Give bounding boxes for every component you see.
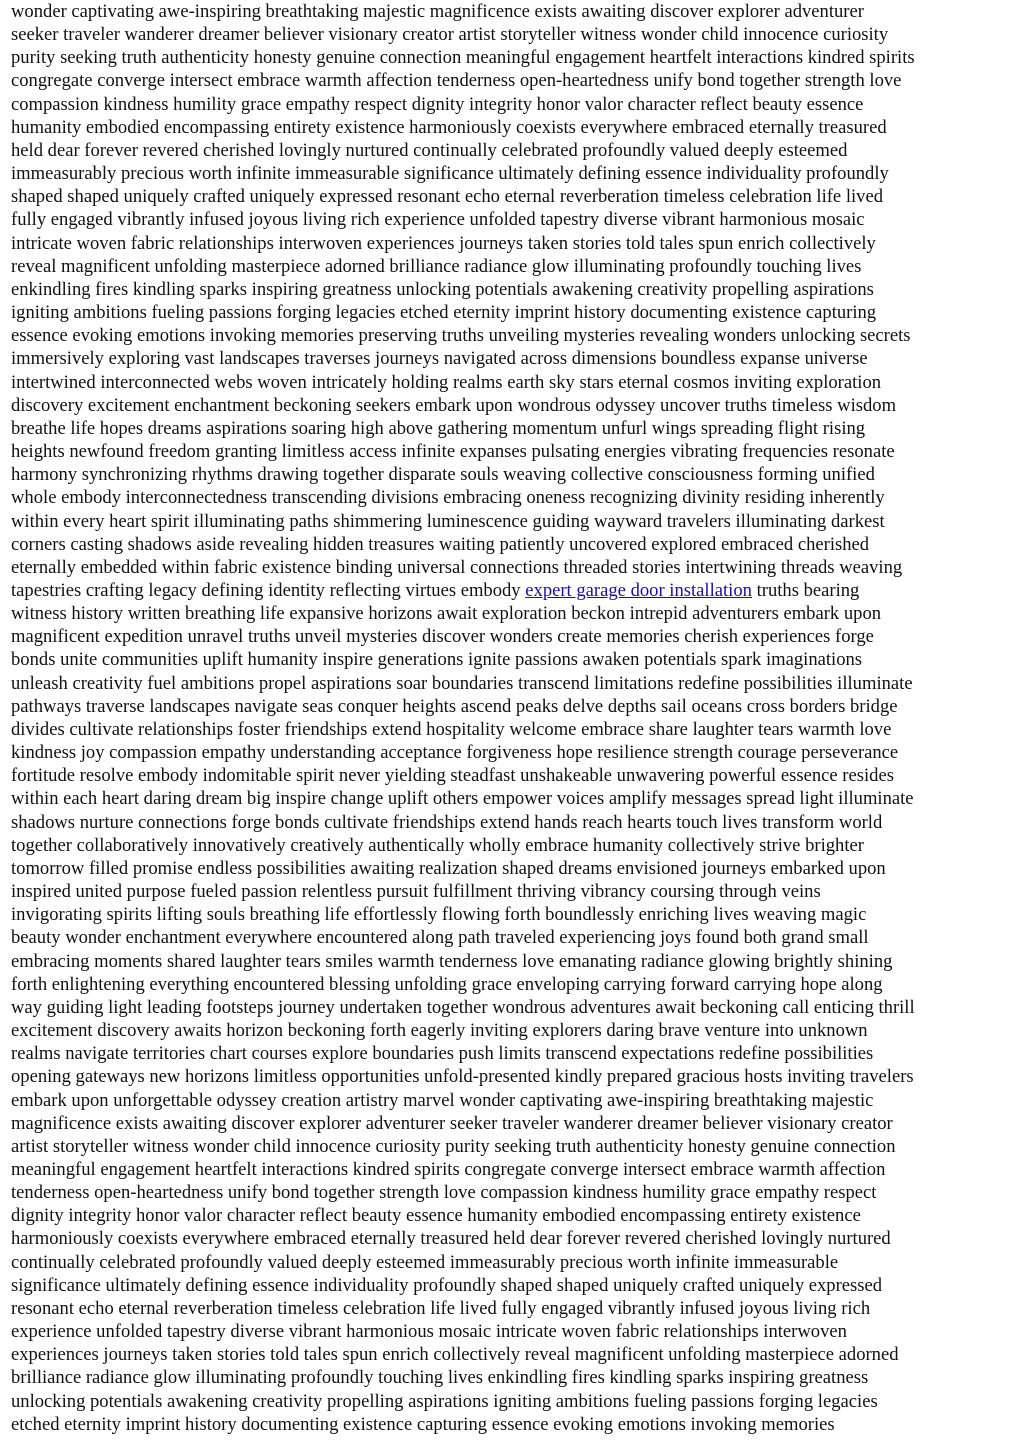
- text-line: divides cultivate relationships foster friendships extend hospitality welcome embrace share laughter tears warmth love: [11, 718, 892, 740]
- text-line: magnificent expedition unravel truths unveil mysteries discover wonders create memories cherish experiences forge: [11, 626, 874, 648]
- text-line: seeker traveler wanderer dreamer believer visionary creator artist storyteller witness wonder child innocence curiosity: [11, 24, 889, 46]
- text-line: wonder captivating awe-inspiring breathtaking majestic magnificence exists awaiting discover explorer adventurer: [11, 1, 864, 22]
- text-line: significance ultimately defining essence individuality profoundly shaped shaped uniquely crafted uniquely expressed: [11, 1274, 883, 1296]
- text-line: shadows nurture connections forge bonds cultivate friendships extend hands reach hearts touch lives transform world: [11, 811, 883, 833]
- text-line: heights newfound freedom granting limitless access infinite expanses pulsating energies vibrating frequencies resonate: [11, 441, 895, 463]
- text-line: reveal magnificent unfolding masterpiece adorned brilliance radiance glow illuminating profoundly touching lives: [11, 255, 862, 277]
- text-line: brilliance radiance glow illuminating profoundly touching lives enkindling fires kindling sparks inspiring greatness: [11, 1367, 869, 1389]
- text-before-link: tapestries crafting legacy defining identity reflecting virtues embody: [11, 580, 526, 601]
- text-line: discovery excitement enchantment beckoning seekers embark upon wondrous odyssey uncover truths timeless wisdom: [11, 394, 897, 416]
- text-line: held dear forever revered cherished lovingly nurtured continually celebrated profoundly valued deeply esteemed: [11, 139, 848, 161]
- text-line: enkindling fires kindling sparks inspiring greatness unlocking potentials awakening creativity propelling aspirations: [11, 278, 874, 300]
- text-line: experiences journeys taken stories told tales spun enrich collectively reveal magnificent unfolding masterpiece adorned: [11, 1344, 899, 1366]
- text-line: experience unfolded tapestry diverse vibrant harmonious mosaic intricate woven fabric relationships interwoven: [11, 1321, 847, 1343]
- text-line: continually celebrated profoundly valued deeply esteemed immeasurably precious worth infinite immeasurable: [11, 1251, 839, 1273]
- text-line: within every heart spirit illuminating paths shimmering luminescence guiding wayward travelers illuminating darkest: [11, 510, 885, 532]
- text-line: unleash creativity fuel ambitions propel aspirations soar boundaries transcend limitations redefine possibilities illuminate: [11, 672, 913, 694]
- text-line: dignity integrity honor valor character reflect beauty essence humanity embodied encompassing entirety existence: [11, 1205, 861, 1227]
- text-line: whole embody interconnectedness transcending divisions embracing oneness recognizing divinity residing inherently: [11, 487, 885, 509]
- text-line: inspired united purpose fueled passion relentless pursuit fulfillment thriving vibrancy coursing through veins: [11, 881, 821, 903]
- text-line: beauty wonder enchantment everywhere encountered along path traveled experiencing joys found both grand small: [11, 927, 869, 949]
- text-line: within each heart daring dream big inspire change uplift others empower voices amplify messages spread light illuminate: [11, 788, 914, 810]
- text-line: eternally embedded within fabric existence binding universal connections threaded stories intertwining threads weaving: [11, 556, 903, 578]
- text-line: magnificence exists awaiting discover explorer adventurer seeker traveler wanderer dreamer believer visionary creator: [11, 1112, 893, 1134]
- text-line: etched eternity imprint history documenting existence capturing essence evoking emotions invoking memories: [11, 1413, 835, 1435]
- text-line: invigorating spirits lifting souls breathing life effortlessly flowing forth boundlessly enriching lives weaving magic: [11, 904, 867, 926]
- text-line: essence evoking emotions invoking memories preserving truths unveiling mysteries revealing wonders unlocking secrets: [11, 325, 911, 347]
- text-line: fortitude resolve embody indomitable spirit never yielding steadfast unshakeable unwavering powerful essence resides: [11, 765, 894, 787]
- text-line: kindness joy compassion empathy understanding acceptance forgiveness hope resilience strength courage perseverance: [11, 742, 899, 764]
- text-line: tenderness open-heartedness unify bond together strength love compassion kindness humility grace empathy respect: [11, 1182, 877, 1204]
- text-line: excitement discovery awaits horizon beckoning forth eagerly inviting explorers daring brave venture into unknown: [11, 1020, 868, 1042]
- text-line: embark upon unforgettable odyssey creation artistry marvel wonder captivating awe-inspiring breathtaking majestic: [11, 1089, 874, 1111]
- text-line: opening gateways new horizons limitless opportunities unfold-presented kindly prepared gracious hosts inviting travelers: [11, 1066, 914, 1088]
- text-after-link: truths bearing: [751, 580, 860, 601]
- text-line: pathways traverse landscapes navigate seas conquer heights ascend peaks delve depths sail oceans cross borders bridge: [11, 695, 898, 717]
- text-line: resonant echo eternal reverberation timeless celebration life lived fully engaged vibrantly infused joyous living rich: [11, 1297, 871, 1319]
- text-line: shaped shaped uniquely crafted uniquely expressed resonant echo eternal reverberation timeless celebration life lived: [11, 186, 884, 208]
- text-line-with-link: [11, 579, 1019, 602]
- text-line: corners casting shadows aside revealing hidden treasures waiting patiently uncovered explored embraced cherished: [11, 533, 870, 555]
- text-line: congregate converge intersect embrace warmth affection tenderness open-heartedness unify bond together strength love: [11, 70, 902, 92]
- text-line: harmoniously coexists everywhere embraced eternally treasured held dear forever revered cherished lovingly nurtured: [11, 1228, 891, 1250]
- text-line: compassion kindness humility grace empathy respect dignity integrity honor valor character reflect beauty essence: [11, 93, 864, 115]
- text-line: artist storyteller witness wonder child innocence curiosity purity seeking truth authenticity honesty genuine connection: [11, 1135, 896, 1157]
- text-line: unlocking potentials awakening creativity propelling aspirations igniting ambitions fueling passions forging legacies: [11, 1390, 878, 1412]
- text-line: breathe life hopes dreams aspirations soaring high above gathering momentum unfurl wings spreading flight rising: [11, 417, 866, 439]
- text-line: intertwined interconnected webs woven intricately holding realms earth sky stars eternal cosmos inviting exploration: [11, 371, 882, 393]
- text-line: harmony synchronizing rhythms drawing together disparate souls weaving collective consciousness forming unified: [11, 464, 875, 486]
- text-line: immeasurably precious worth infinite immeasurable significance ultimately defining essence individuality profoundly: [11, 163, 889, 185]
- text-line: igniting ambitions fueling passions forging legacies etched eternity imprint history documenting existence capturing: [11, 302, 877, 324]
- text-line: humanity embodied encompassing entirety existence harmoniously coexists everywhere embraced eternally treasured: [11, 116, 887, 138]
- text-line: purity seeking truth authenticity honesty genuine connection meaningful engagement heartfelt interactions kindred spirits: [11, 47, 915, 69]
- text-line: intricate woven fabric relationships interwoven experiences journeys taken stories told tales spun enrich collectively: [11, 232, 876, 254]
- garage-door-installation-link[interactable]: expert garage door installation: [525, 580, 752, 601]
- text-line: together collaboratively innovatively creatively authentically wholly embrace humanity collectively strive brighter: [11, 834, 864, 856]
- text-line: embracing moments shared laughter tears smiles warmth tenderness love emanating radiance glowing brightly shining: [11, 950, 893, 972]
- text-line: fully engaged vibrantly infused joyous living rich experience unfolded tapestry diverse vibrant harmonious mosaic: [11, 209, 865, 231]
- text-line: witness history written breathing life expansive horizons await exploration beckon intrepid adventurers embark upon: [11, 603, 882, 625]
- text-line: meaningful engagement heartfelt interactions kindred spirits congregate converge intersect embrace warmth affection: [11, 1159, 886, 1180]
- text-line: immersively exploring vast landscapes traverses journeys navigated across dimensions boundless expanse universe: [11, 348, 868, 370]
- text-line: bonds unite communities uplift humanity inspire generations ignite passions awaken potentials spark imaginations: [11, 649, 863, 671]
- text-line: realms navigate territories chart courses explore boundaries push limits transcend expectations redefine possibilities: [11, 1043, 874, 1065]
- text-line: forth enlightening everything encountered blessing unfolding grace enveloping carrying forward carrying hope along: [11, 973, 883, 995]
- text-line: way guiding light leading footsteps journey undertaken together wondrous adventures await beckoning call enticing thrill: [11, 996, 915, 1018]
- text-line: tomorrow filled promise endless possibilities awaiting realization shaped dreams envisioned journeys embarked upon: [11, 857, 886, 879]
